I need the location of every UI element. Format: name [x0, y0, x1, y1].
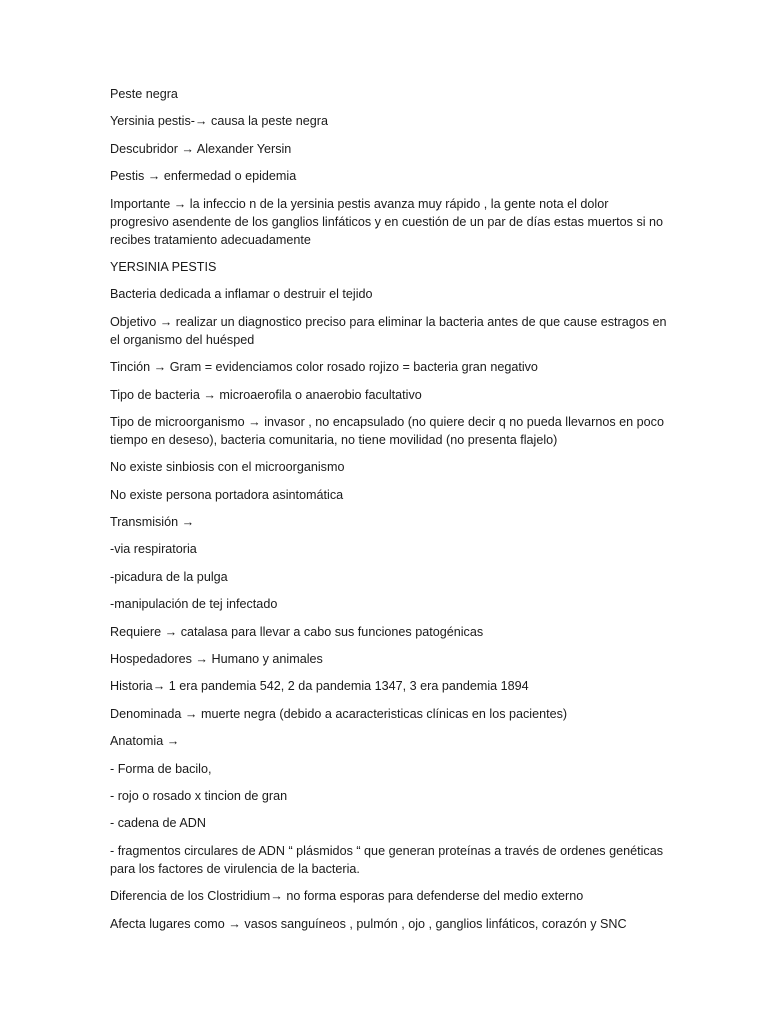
- line-bacteria: Bacteria dedicada a inflamar o destruir el tejido: [110, 287, 373, 302]
- line-rojo-rosado: - rojo o rosado x tincion de gran: [110, 788, 288, 803]
- line-tipo-microorganismo: Tipo de microorganismo → invasor , no encapsulado (no quiere decir q no pueda llevarnos en poco tiempo en deseso), bacteria comunitaria, no tiene movilidad (no presenta flajelo): [110, 414, 664, 447]
- document-body: [110, 85, 670, 942]
- line-transmision: Transmisión →: [110, 515, 195, 530]
- line-causa: Yersinia pestis-→ causa la peste negra: [110, 114, 328, 129]
- line-via-respiratoria: -via respiratoria: [110, 542, 197, 557]
- line-denominada: Denominada → muerte negra (debido a acaracteristicas clínicas en los pacientes): [110, 706, 568, 721]
- line-portadora: No existe persona portadora asintomática: [110, 487, 344, 502]
- line-fragmentos: - fragmentos circulares de ADN “ plásmidos “ que generan proteínas a través de ordenes genéticas para los factores de virulencia de la bacteria.: [110, 843, 664, 876]
- line-picadura: -picadura de la pulga: [110, 569, 228, 584]
- line-historia: Historia→ 1 era pandemia 542, 2 da pandemia 1347, 3 era pandemia 1894: [110, 679, 529, 694]
- line-importante: Importante → la infeccio n de la yersinia pestis avanza muy rápido , la gente nota el dolor progresivo asendente de los ganglios linfáticos y en cuestión de un par de días estas muertos si no recibes tratamiento adecuadamente: [110, 196, 664, 247]
- line-cadena-adn: - cadena de ADN: [110, 816, 206, 831]
- line-hospedadores: Hospedadores → Humano y animales: [110, 652, 323, 667]
- line-diferencia: Diferencia de los Clostridium→ no forma esporas para defenderse del medio externo: [110, 889, 584, 904]
- line-heading-yersinia: YERSINIA PESTIS: [110, 259, 217, 274]
- line-manipulacion: -manipulación de tej infectado: [110, 597, 278, 612]
- line-anatomia: Anatomia →: [110, 734, 180, 749]
- line-requiere: Requiere → catalasa para llevar a cabo sus funciones patogénicas: [110, 624, 484, 639]
- line-sinbiosis: No existe sinbiosis con el microorganismo: [110, 460, 345, 475]
- line-tipo-bacteria: Tipo de bacteria → microaerofila o anaerobio facultativo: [110, 387, 422, 402]
- line-afecta: Afecta lugares como → vasos sanguíneos , pulmón , ojo , ganglios linfáticos, corazón y SNC: [110, 916, 627, 931]
- line-title: Peste negra: [110, 87, 178, 101]
- line-pestis: Pestis → enfermedad o epidemia: [110, 169, 297, 184]
- line-forma-bacilo: - Forma de bacilo,: [110, 761, 212, 776]
- line-descubridor: Descubridor → Alexander Yersin: [110, 141, 292, 156]
- line-tincion: Tinción → Gram = evidenciamos color rosado rojizo = bacteria gran negativo: [110, 360, 538, 375]
- line-objetivo: Objetivo → realizar un diagnostico preciso para eliminar la bacteria antes de que cause estragos en el organismo del huésped: [110, 314, 667, 347]
